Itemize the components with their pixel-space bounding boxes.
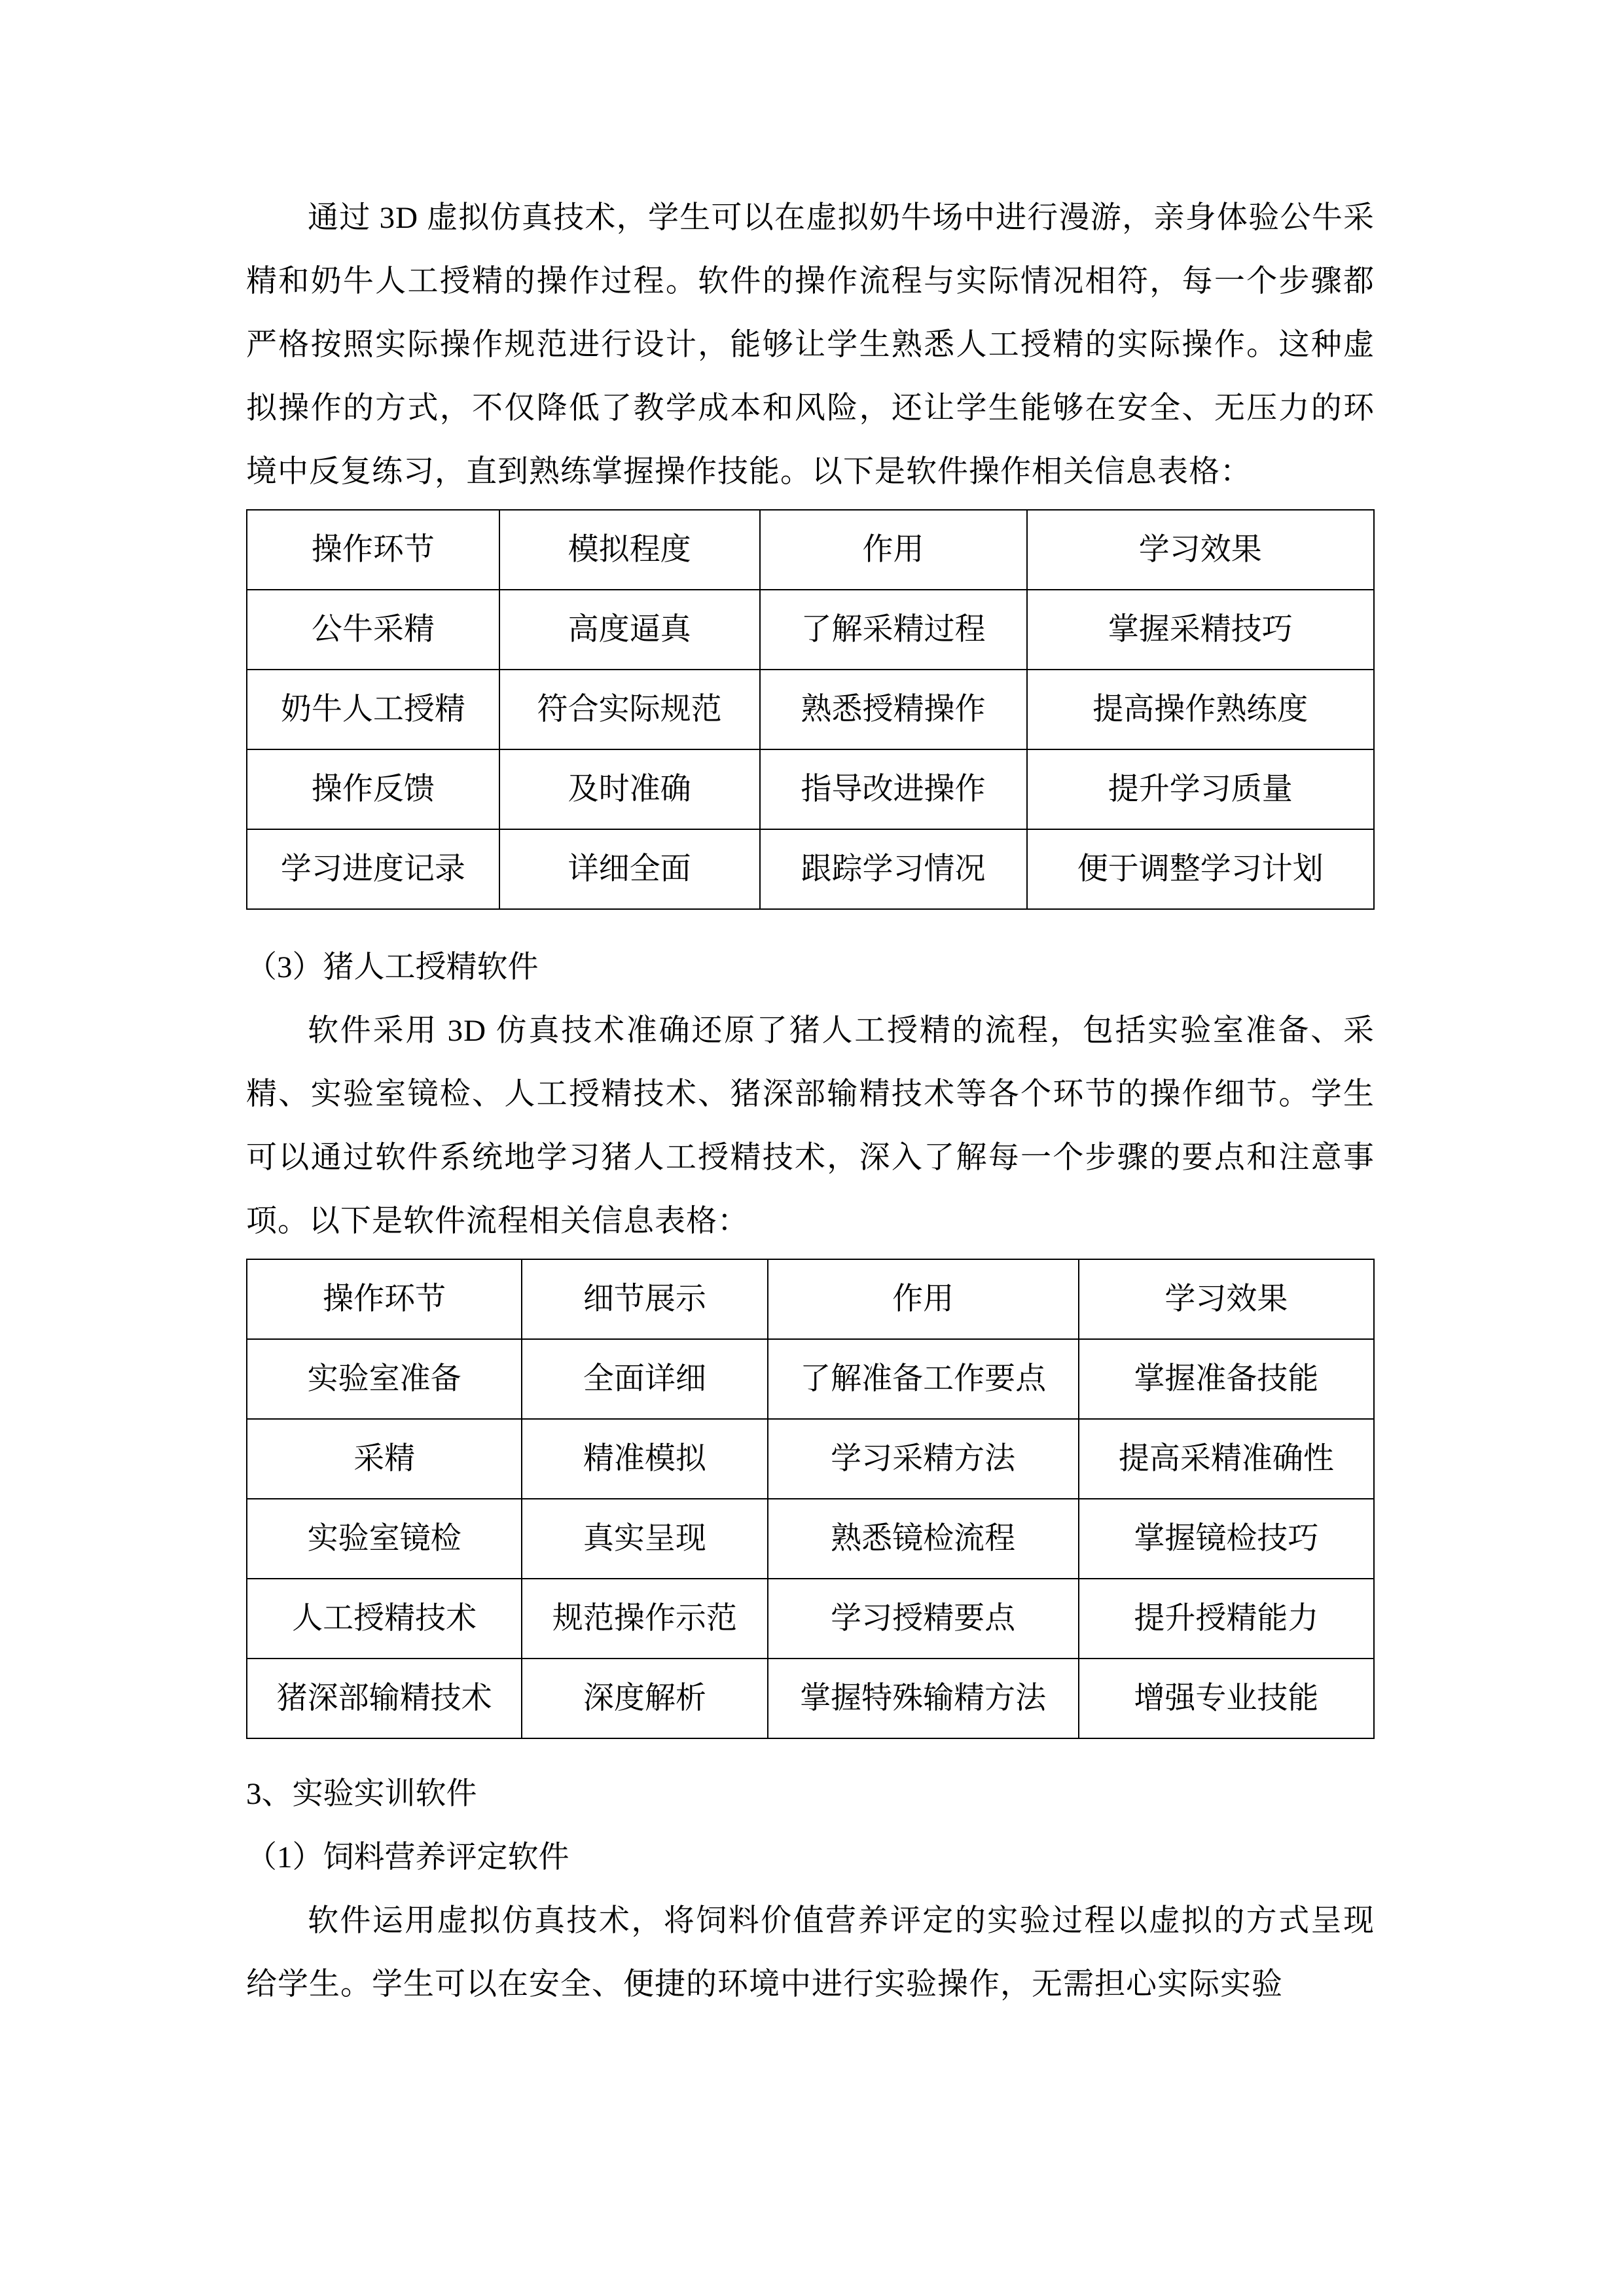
table-cell: 掌握采精技巧 <box>1027 590 1374 670</box>
table-cell: 指导改进操作 <box>760 749 1027 829</box>
table-header-cell: 模拟程度 <box>499 510 760 590</box>
table-header-cell: 操作环节 <box>247 510 499 590</box>
table-cell: 高度逼真 <box>499 590 760 670</box>
table-cell: 详细全面 <box>499 829 760 909</box>
table-cell: 规范操作示范 <box>522 1579 767 1659</box>
table-cell: 奶牛人工授精 <box>247 670 499 749</box>
table-header-cell: 操作环节 <box>247 1259 522 1339</box>
table-cell: 人工授精技术 <box>247 1579 522 1659</box>
table-cell: 及时准确 <box>499 749 760 829</box>
table-row <box>247 829 1374 909</box>
table-cell: 便于调整学习计划 <box>1027 829 1374 909</box>
table-header-cell: 学习效果 <box>1079 1259 1374 1339</box>
paragraph-pig-ai-description: 软件采用 3D 仿真技术准确还原了猪人工授精的流程，包括实验室准备、采精、实验室镜检、人工授精技术、猪深部输精技术等各个环节的操作细节。学生可以通过软件系统地学习猪人工授精技术，深入了解每一个步骤的要点和注意事项。以下是软件流程相关信息表格： <box>246 1014 1375 1238</box>
table-row <box>247 670 1374 749</box>
table-header-cell: 学习效果 <box>1027 510 1374 590</box>
document-content <box>246 187 1375 2017</box>
paragraph-feed-nutrition-description: 软件运用虚拟仿真技术，将饲料价值营养评定的实验过程以虚拟的方式呈现给学生。学生可以在安全、便捷的环境中进行实验操作，无需担心实际实验 <box>246 1904 1375 2001</box>
table-cell: 提升学习质量 <box>1027 749 1374 829</box>
table-cell: 真实呈现 <box>522 1499 767 1579</box>
table-header-row <box>247 510 1374 590</box>
table-cell: 提高采精准确性 <box>1079 1419 1374 1499</box>
table-header-row <box>247 1259 1374 1339</box>
table-cell: 增强专业技能 <box>1079 1659 1374 1738</box>
table-cell: 学习进度记录 <box>247 829 499 909</box>
table-cell: 跟踪学习情况 <box>760 829 1027 909</box>
table-header-cell: 作用 <box>768 1259 1079 1339</box>
table-cell: 精准模拟 <box>522 1419 767 1499</box>
table-cell: 提升授精能力 <box>1079 1579 1374 1659</box>
table-row <box>247 749 1374 829</box>
operation-info-table <box>246 509 1375 910</box>
heading-section-3-training-software: 3、实验实训软件 <box>246 1777 477 1811</box>
table-row <box>247 1499 1374 1579</box>
table-cell: 掌握镜检技巧 <box>1079 1499 1374 1579</box>
table-header-cell: 细节展示 <box>522 1259 767 1339</box>
table-cell: 提高操作熟练度 <box>1027 670 1374 749</box>
table-cell: 学习授精要点 <box>768 1579 1079 1659</box>
table-cell: 实验室准备 <box>247 1339 522 1419</box>
table-header-cell: 作用 <box>760 510 1027 590</box>
table-row <box>247 1419 1374 1499</box>
table-row <box>247 1339 1374 1419</box>
table-cell: 全面详细 <box>522 1339 767 1419</box>
table-row <box>247 1579 1374 1659</box>
table-cell: 猪深部输精技术 <box>247 1659 522 1738</box>
table-cell: 操作反馈 <box>247 749 499 829</box>
paragraph-virtual-simulation-intro: 通过 3D 虚拟仿真技术，学生可以在虚拟奶牛场中进行漫游，亲身体验公牛采精和奶牛人工授精的操作过程。软件的操作流程与实际情况相符，每一个步骤都严格按照实际操作规范进行设计，能够让学生熟悉人工授精的实际操作。这种虚拟操作的方式，不仅降低了教学成本和风险，还让学生能够在安全、无压力的环境中反复练习，直到熟练掌握操作技能。以下是软件操作相关信息表格： <box>246 201 1375 489</box>
heading-pig-ai-software: （3）猪人工授精软件 <box>246 950 539 984</box>
table-row <box>247 1659 1374 1738</box>
table-cell: 公牛采精 <box>247 590 499 670</box>
table-cell: 深度解析 <box>522 1659 767 1738</box>
table-cell: 熟悉镜检流程 <box>768 1499 1079 1579</box>
table-cell: 采精 <box>247 1419 522 1499</box>
table-cell: 掌握准备技能 <box>1079 1339 1374 1419</box>
table-cell: 了解准备工作要点 <box>768 1339 1079 1419</box>
table-cell: 了解采精过程 <box>760 590 1027 670</box>
table-row <box>247 590 1374 670</box>
table-cell: 学习采精方法 <box>768 1419 1079 1499</box>
table-cell: 符合实际规范 <box>499 670 760 749</box>
process-info-table <box>246 1259 1375 1739</box>
heading-feed-nutrition-software: （1）饲料营养评定软件 <box>246 1840 569 1874</box>
table-cell: 实验室镜检 <box>247 1499 522 1579</box>
table-cell: 熟悉授精操作 <box>760 670 1027 749</box>
table-cell: 掌握特殊输精方法 <box>768 1659 1079 1738</box>
